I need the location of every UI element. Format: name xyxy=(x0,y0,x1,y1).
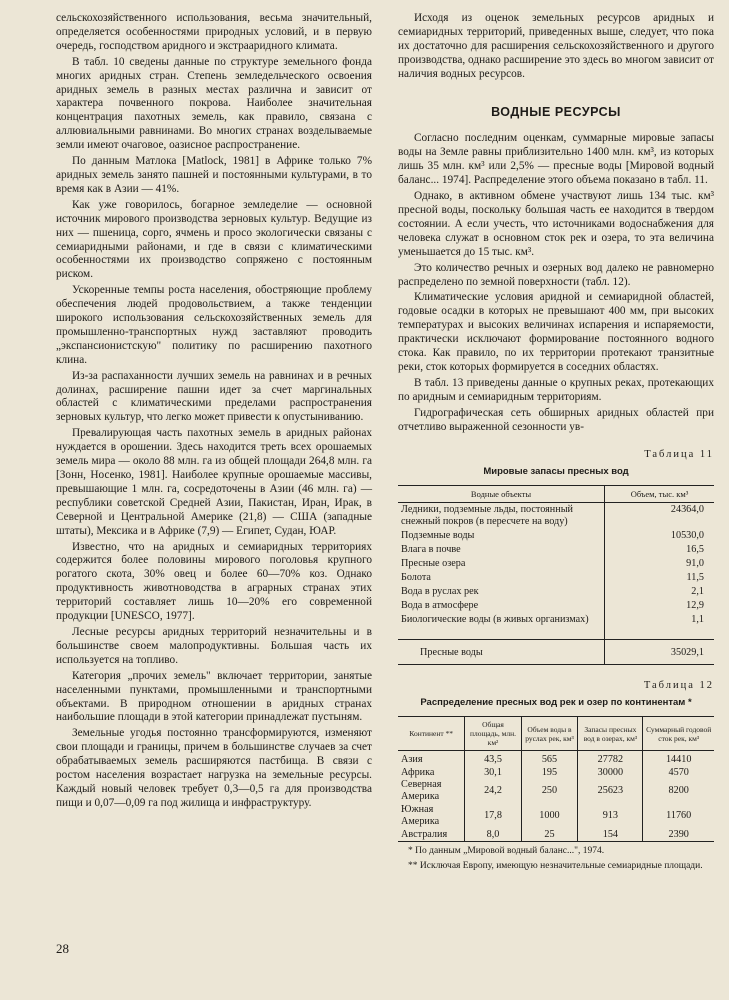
left-paragraph: Из-за распаханности лучших земель на равнинах и в речных долинах, расширение пашни идет за счет маргинальных областей с климатическими пределами распространения зерновых культур, что легко может привести к опустыниванию. xyxy=(56,369,372,424)
right-top-paragraphs xyxy=(398,12,714,82)
table12-cell: 154 xyxy=(578,829,643,842)
table11-cell-name: Биологические воды (в живых организмах) xyxy=(401,614,589,626)
table12-cell: 17,8 xyxy=(465,804,521,829)
table11-cell-value: 24364,0 xyxy=(605,503,715,530)
right-bottom-paragraphs xyxy=(398,132,714,434)
table11-cell-name: Ледники, подземные льды, постоянный снежный покров (в пересчете на воду) xyxy=(401,504,574,528)
right-bottom-paragraph: Это количество речных и озерных вод далеко не равномерно распределено по земной поверхности (табл. 12). xyxy=(398,261,714,288)
left-paragraph: Земельные угодья постоянно трансформируются, изменяют свои площади и границы, причем в большинстве случаев за счет обрабатываемых земель расширяются пастбища. В связи с ростом населения возрастает нагрузка на земельные ресурсы. Каждый новый человек требует 0,3—0,5 га для производства пищи и 0,07—0,09 га под жилища и инфраструктуру. xyxy=(56,727,372,809)
table11-row xyxy=(398,529,714,543)
table12-label: Таблица 12 xyxy=(643,680,714,692)
table11-cell-value: 10530,0 xyxy=(605,529,715,543)
table12-cell: Австралия xyxy=(401,828,448,840)
right-bottom-paragraph: Гидрографическая сеть обширных аридных областей при отчетливо выраженной сезонности ув- xyxy=(398,406,714,433)
table12-cell: 195 xyxy=(521,767,578,779)
table12-row xyxy=(398,829,714,842)
table11-cell-name: Вода в атмосфере xyxy=(401,600,479,612)
right-bottom-paragraph: Однако, в активном обмене участвуют лишь 134 тыс. км³ пресной воды, поскольку большая часть ее находится в твердом состоянии. А если учесть, что источниками водоснабжения для человека служат в основном сток рек и озера, то эта величина уменьшается до 15 тыс. км³. xyxy=(398,190,714,258)
right-bottom-paragraph: Климатические условия аридной и семиаридной областей, годовые осадки в которых не превышают 400 мм, при высоких температурах и высоких величинах испарения и испаряемости, практически исключают формирование постоянного водного стока. Как правило, по их территории протекают транзитные реки, сток которых формируется в соседних областях. xyxy=(398,291,714,373)
table12-footnote: * По данным „Мировой водный баланс...", 1974. xyxy=(408,845,605,856)
right-bottom-paragraph: В табл. 13 приведены данные о крупных реках, протекающих по аридным и семиаридным территориям. xyxy=(398,376,714,403)
table12-header: Запасы пресных вод в озерах, км³ xyxy=(578,717,643,751)
table12-cell: 913 xyxy=(578,804,643,829)
table12-cell: 24,2 xyxy=(465,779,521,804)
table11-header-objects: Водные объекты xyxy=(398,486,605,503)
table11-cell-name: Пресные озера xyxy=(401,558,466,570)
table11 xyxy=(398,485,714,665)
table11-cell-value: 11,5 xyxy=(605,571,715,585)
left-paragraphs xyxy=(56,12,372,811)
table12-cell: 2390 xyxy=(643,829,714,842)
section-title: ВОДНЫЕ РЕСУРСЫ xyxy=(491,104,621,119)
left-paragraph: Превалирующая часть пахотных земель в аридных районах нуждается в орошении. Здесь находится треть всех орошаемых земель мира — около 88 млн. га из общей площади 264,8 млн. га [Зонн, Носенко, 1981]. Наиболее крупные орошаемые массивы, превышающие 1 млн. га, сосредоточены в Азии (46 млн. га) — республики советской Средней Азии, Пакистан, Иран, Ирак, в Северной и Центральной Америке (21,8) — США (западные штаты), Мексика и в Африке (7,9) — Египет, Судан, ЮАР. xyxy=(56,427,372,537)
table11-cell-value: 2,1 xyxy=(605,585,715,599)
left-paragraph: сельскохозяйственного использования, весьма значительный, определяется особенностями природных условий, и в первую очередь, господством аридного и экстрааридного климата. xyxy=(56,12,372,52)
table12-cell: Африка xyxy=(401,766,435,778)
table12-cell: 14410 xyxy=(643,751,714,767)
table12-cell: 43,5 xyxy=(465,751,521,767)
right-column xyxy=(398,12,714,873)
table12-row xyxy=(398,767,714,779)
table12-cell: 8,0 xyxy=(465,829,521,842)
table12-title: Распределение пресных вод рек и озер по континентам * xyxy=(420,697,692,709)
table11-row xyxy=(398,599,714,613)
table12-row xyxy=(398,751,714,767)
table12 xyxy=(398,716,714,842)
left-paragraph: В табл. 10 сведены данные по структуре земельного фонда многих аридных стран. Степень земледельческого освоения аридных земель в разных местах различна и зависит от характера почвенного покрова. Наиболее значительная концентрация пахотных земель, как правило, связана с аллювиальными равнинами. Во многих странах возделываемые земли имеют очаговое, оазисное распространение. xyxy=(56,55,372,152)
table12-cell: 30,1 xyxy=(465,767,521,779)
table12-cell: Азия xyxy=(401,754,423,766)
table12-cell: 565 xyxy=(521,751,578,767)
table11-header-volume: Объем, тыс. км³ xyxy=(605,486,715,503)
table12-header: Суммарный годовой сток рек, км³ xyxy=(643,717,714,751)
table11-row xyxy=(398,585,714,599)
table12-cell: 27782 xyxy=(578,751,643,767)
table12-cell: Северная Америка xyxy=(401,778,442,803)
right-bottom-paragraph: Согласно последним оценкам, суммарные мировые запасы воды на Земле равны приблизительно 1400 млн. км³, из которых лишь 35 млн. км³ или 2,5% — пресные воды [Мировой водный баланс... 1974]. Распределение этого объема показано в табл. 11. xyxy=(398,132,714,187)
table11-cell-name: Вода в руслах рек xyxy=(401,586,479,598)
table12-footnote: ** Исключая Европу, имеющую незначительные семиаридные площади. xyxy=(408,861,703,872)
table11-row xyxy=(398,613,714,627)
table11-row xyxy=(398,557,714,571)
table11-total-value: 35029,1 xyxy=(605,640,715,665)
table11-total-row xyxy=(398,640,714,665)
table12-cell: 30000 xyxy=(578,767,643,779)
table11-row xyxy=(398,571,714,585)
table12-row xyxy=(398,779,714,804)
table11-cell-value: 91,0 xyxy=(605,557,715,571)
table12-header: Континент ** xyxy=(398,717,465,751)
table12-cell: 1000 xyxy=(521,804,578,829)
table12-cell: 250 xyxy=(521,779,578,804)
left-column xyxy=(56,12,372,813)
table12-cell: 4570 xyxy=(643,767,714,779)
table12-header: Объем воды в руслах рек, км³ xyxy=(521,717,578,751)
table11-cell-name: Влага в почве xyxy=(401,544,461,556)
table12-cell: 25 xyxy=(521,829,578,842)
table12-cell: 11760 xyxy=(643,804,714,829)
left-paragraph: По данным Матлока [Matlock, 1981] в Африке только 7% аридных земель занято пашней и постоянными культурами, в то время как в Азии — 41%. xyxy=(56,155,372,195)
table11-cell-value: 12,9 xyxy=(605,599,715,613)
left-paragraph: Известно, что на аридных и семиаридных территориях содержится более половины мирового поголовья крупного рогатого скота, 30% овец и более 60—70% коз. Однако продуктивность животноводства в аграрных странах этих территорий составляет лишь 10—20% его современной продукции [UNESCO, 1977]. xyxy=(56,540,372,623)
table12-row xyxy=(398,804,714,829)
table11-cell-name: Болота xyxy=(401,572,431,584)
table11-row xyxy=(398,503,714,530)
table11-cell-name: Подземные воды xyxy=(401,530,475,542)
table11-row xyxy=(398,543,714,557)
table11-cell-value: 1,1 xyxy=(605,613,715,627)
table12-footnotes xyxy=(398,846,714,873)
left-paragraph: Как уже говорилось, богарное земледелие — основной источник мирового производства зерновых культур. Ведущие из них — пшеница, сорго, ячмень и просо экологически связаны с семиаридными районами, и где в связи с климатическими особенностями их производство сопряжено с постоянным риском. xyxy=(56,198,372,281)
table11-label: Таблица 11 xyxy=(644,449,714,461)
table11-cell-value: 16,5 xyxy=(605,543,715,557)
table11-total-name: Пресные воды xyxy=(398,640,605,665)
table12-cell: Южная Америка xyxy=(401,803,440,828)
table11-title: Мировые запасы пресных вод xyxy=(483,466,629,478)
page-number: 28 xyxy=(56,941,69,956)
right-top-paragraph: Исходя из оценок земельных ресурсов аридных и семиаридных территорий, приведенных выше, следует, что пока их достаточно для расширения сельскохозяйственного и другого производства, однако расширение это здесь во многом зависит от наличия водных ресурсов. xyxy=(398,12,714,80)
left-paragraph: Лесные ресурсы аридных территорий незначительны и в большинстве своем малопродуктивны. Большая часть их используется на топливо. xyxy=(56,625,372,666)
left-paragraph: Ускоренные темпы роста населения, обостряющие проблему обеспечения людей продовольствием, а также тенденции широкого использования сельскохозяйственных земель для промышленно-транспортных нужд заставляют проводить „экспансионистскую" политику по расширению пахотного клина. xyxy=(56,284,372,366)
table12-header: Общая площадь, млн. км² xyxy=(465,717,521,751)
left-paragraph: Категория „прочих земель" включает территории, занятые населенными пунктами, промышленными и транспортными объектами. В природном отношении в аридных странах наибольшие площади в этой категории принадлежат пустыням. xyxy=(56,669,372,724)
table12-cell: 8200 xyxy=(643,779,714,804)
table12-cell: 25623 xyxy=(578,779,643,804)
